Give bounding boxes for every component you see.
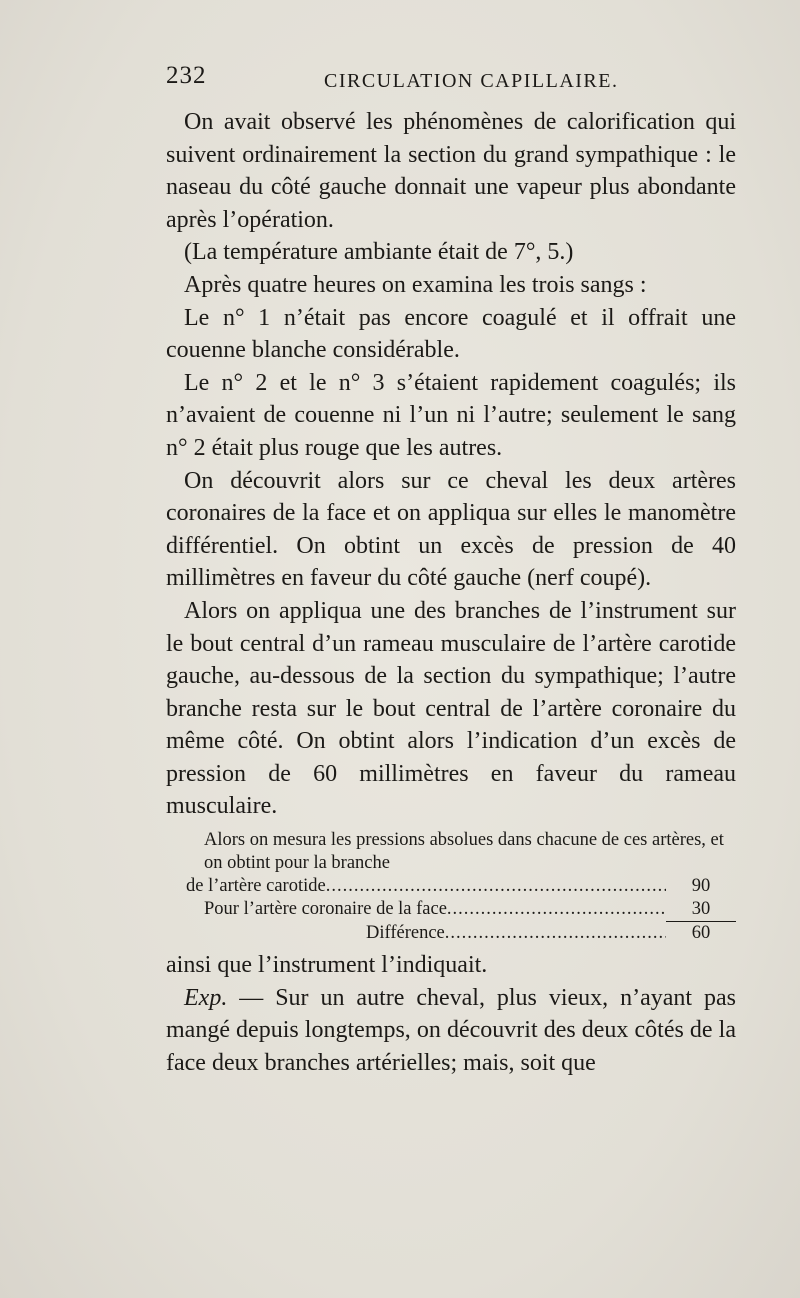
paragraph: Le n° 2 et le n° 3 s’étaient rapidement coagulés; ils n’avaient de couenne ni l’un ni l’autre; seulement le sang n° 2 était plus rouge que les autres.: [166, 369, 736, 461]
leader-dots: [447, 898, 666, 921]
leader-dots: [445, 922, 666, 945]
paragraph-exp: [166, 982, 736, 1080]
measure-row-difference: [186, 922, 736, 945]
paragraph: (La température ambiante était de 7°, 5.): [184, 239, 574, 266]
paragraph: Alors on appliqua une des branches de l’instrument sur le bout central d’un rameau musculaire de l’artère carotide gauche, au-dessous de la section du sympathique; l’autre branche resta sur le bout central de l’artère coronaire du même côté. On obtint alors l’indication d’un excès de pression de 60 millimètres en faveur du rameau musculaire.: [166, 597, 736, 820]
measure-value: 90: [691, 876, 711, 897]
measure-label: Pour l’artère coronaire de la face: [204, 899, 447, 920]
measure-row-coronary: [186, 898, 736, 922]
exp-text: — Sur un autre cheval, plus vieux, n’ayant pas mangé depuis longtemps, on découvrit des deux côtés de la face deux branches artérielles; mais, soit que: [166, 984, 736, 1076]
paragraph: Après quatre heures on examina les trois sangs :: [184, 271, 647, 298]
measure-value: 30: [666, 898, 736, 922]
measure-label: de l’artère carotide: [186, 876, 326, 897]
page-number: 232: [166, 62, 207, 89]
pressure-measurements: [186, 829, 736, 945]
body-text: [166, 106, 736, 1079]
exp-label: Exp.: [184, 984, 228, 1011]
difference-label: Différence: [366, 923, 445, 944]
page-header: [166, 62, 736, 98]
measure-row-carotid: [186, 875, 736, 898]
paragraph: ainsi que l’instrument l’indiquait.: [166, 952, 488, 979]
difference-value: 60: [691, 923, 711, 944]
paragraph: On découvrit alors sur ce cheval les deux artères coronaires de la face et on appliqua sur elles le manomètre différentiel. On obtint un excès de pression de 40 millimètres en faveur du côté gauche (nerf coupé).: [166, 467, 736, 592]
paragraph: On avait observé les phénomènes de calorification qui suivent ordinairement la section du grand sympathique : le naseau du côté gauche donnait une vapeur plus abondante après l’opération.: [166, 109, 736, 233]
paragraph: Le n° 1 n’était pas encore coagulé et il offrait une couenne blanche considérable.: [166, 304, 736, 364]
measure-intro: Alors on mesura les pressions absolues dans chacune de ces artères, et on obtint pour la branche: [204, 830, 724, 874]
leader-dots: [326, 875, 666, 898]
running-title: CIRCULATION CAPILLAIRE.: [324, 70, 619, 92]
